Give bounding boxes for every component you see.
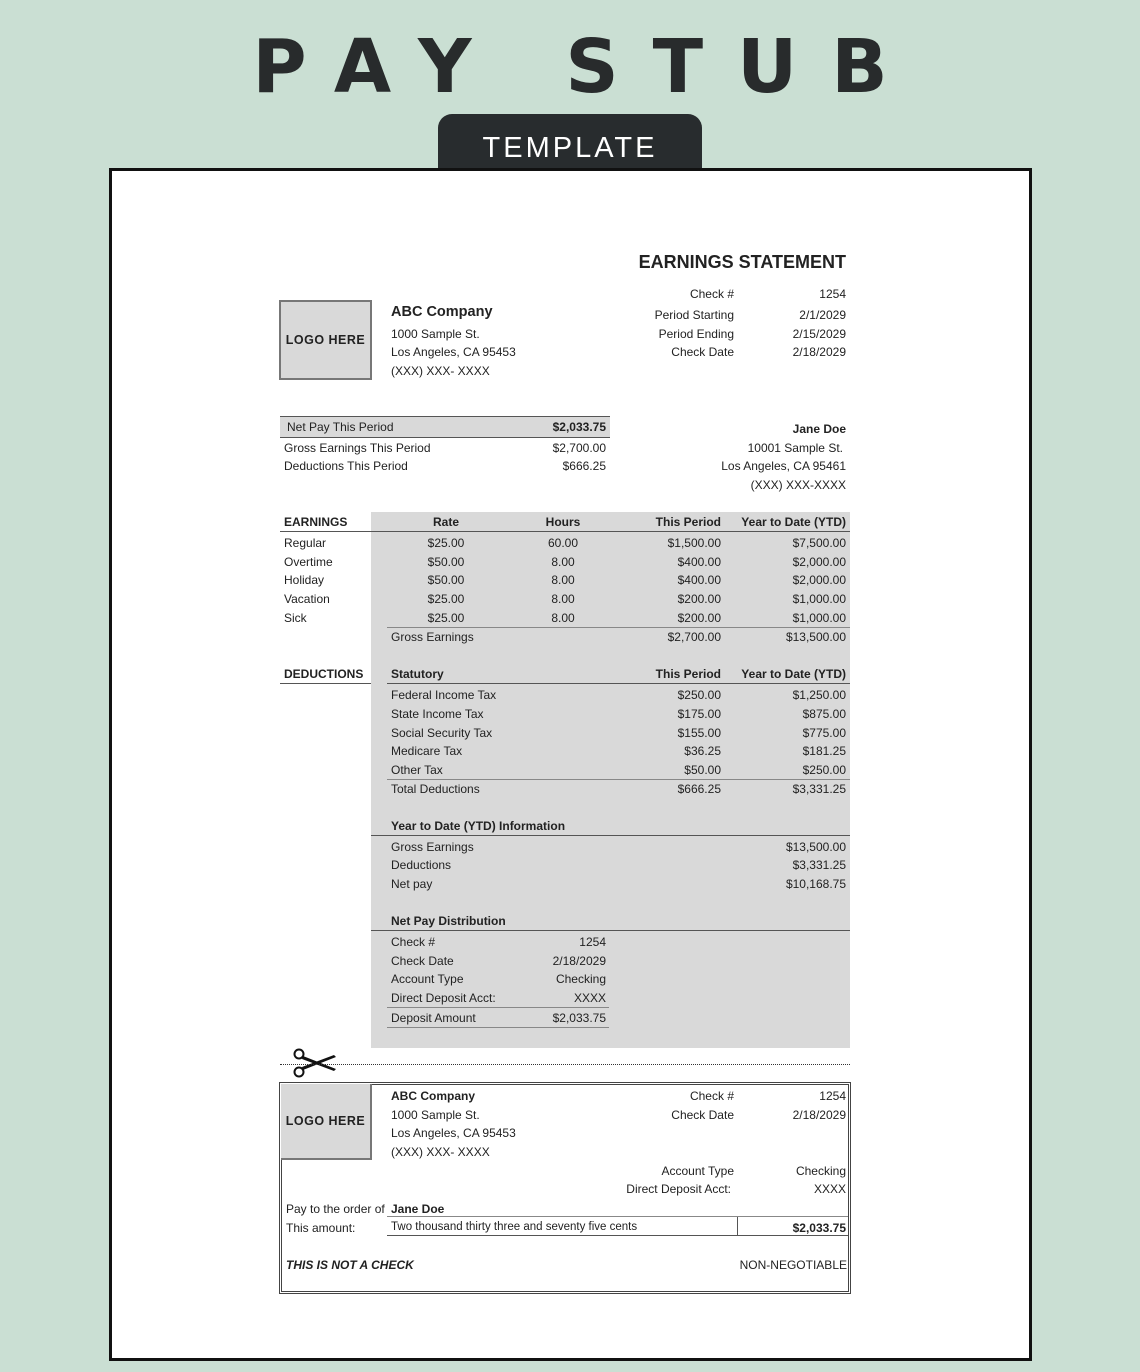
cut-line — [280, 1064, 850, 1065]
earnings-total-period: $2,700.00 — [667, 630, 721, 644]
distribution-rule — [371, 930, 850, 931]
employee-address-1: 10001 Sample St. — [747, 441, 843, 455]
distribution-value: $2,033.75 — [552, 1011, 606, 1025]
deduction-row-name: State Income Tax — [391, 707, 484, 721]
deduction-row-period: $175.00 — [677, 707, 721, 721]
meta-value: 1254 — [819, 287, 846, 301]
ytd-info-value: $3,331.25 — [792, 858, 846, 872]
ytd-info-value: $13,500.00 — [785, 840, 846, 854]
meta-label: Period Starting — [654, 308, 734, 322]
company-address-1: 1000 Sample St. — [391, 327, 480, 341]
earnings-total-rule — [387, 627, 850, 628]
earnings-row-name: Vacation — [284, 592, 330, 606]
meta-label: Period Ending — [658, 327, 734, 341]
earnings-row-period: $400.00 — [677, 573, 721, 587]
employee-address-2: Los Angeles, CA 95461 — [721, 459, 846, 473]
deduction-row-period: $250.00 — [677, 688, 721, 702]
earnings-row-hours: 8.00 — [551, 573, 575, 587]
not-a-check-notice: THIS IS NOT A CHECK — [286, 1258, 414, 1272]
deductions-statutory-header: Statutory — [391, 667, 444, 681]
stub-check-label: Check # — [689, 1089, 734, 1103]
deduction-row-ytd: $875.00 — [802, 707, 846, 721]
stub-date-value: 2/18/2029 — [792, 1108, 846, 1122]
summary-label: Net Pay This Period — [287, 420, 394, 434]
earnings-row-hours: 8.00 — [551, 611, 575, 625]
amount-label: This amount: — [286, 1221, 356, 1235]
distribution-heading: Net Pay Distribution — [391, 914, 506, 928]
earnings-row-rate: $50.00 — [427, 555, 465, 569]
stub-company-address-1: 1000 Sample St. — [391, 1108, 480, 1122]
meta-label: Check Date — [671, 345, 734, 359]
earnings-rate-header: Rate — [432, 515, 459, 529]
distribution-label: Direct Deposit Acct: — [391, 991, 496, 1005]
employee-phone: (XXX) XXX-XXXX — [750, 478, 846, 492]
meta-value: 2/1/2029 — [799, 308, 846, 322]
page-title: PAY STUB — [252, 24, 922, 110]
deduction-row-name: Medicare Tax — [391, 744, 463, 758]
stub-company-phone: (XXX) XXX- XXXX — [391, 1145, 490, 1159]
earnings-row-ytd: $7,500.00 — [792, 536, 846, 550]
distribution-value: 2/18/2029 — [552, 954, 606, 968]
earnings-row-ytd: $2,000.00 — [792, 573, 846, 587]
earnings-row-ytd: $1,000.00 — [792, 611, 846, 625]
deductions-total-period: $666.25 — [677, 782, 721, 796]
earnings-row-period: $200.00 — [677, 592, 721, 606]
amount-value: $2,033.75 — [792, 1221, 846, 1235]
earnings-row-name: Regular — [284, 536, 327, 550]
earnings-row-ytd: $1,000.00 — [792, 592, 846, 606]
earnings-heading: EARNINGS — [284, 515, 348, 529]
earnings-period-header: This Period — [655, 515, 721, 529]
stub-company-address-2: Los Angeles, CA 95453 — [391, 1126, 516, 1140]
deduction-row-period: $36.25 — [684, 744, 721, 758]
scissors-icon — [290, 1047, 340, 1079]
deduction-row-ytd: $250.00 — [802, 763, 846, 777]
ytd-info-label: Deductions — [391, 858, 452, 872]
distribution-total-rule — [387, 1007, 609, 1008]
earnings-row-hours: 8.00 — [551, 555, 575, 569]
stub-deposit-value: XXXX — [813, 1182, 846, 1196]
distribution-label: Deposit Amount — [391, 1011, 476, 1025]
pay-to-label: Pay to the order of — [286, 1202, 385, 1216]
template-tab: TEMPLATE — [438, 114, 702, 178]
meta-value: 2/18/2029 — [792, 345, 846, 359]
statement-title: EARNINGS STATEMENT — [638, 252, 846, 272]
earnings-row-name: Holiday — [284, 573, 325, 587]
ytd-info-heading: Year to Date (YTD) Information — [391, 819, 566, 833]
earnings-row-rate: $25.00 — [427, 536, 465, 550]
distribution-value: 1254 — [579, 935, 606, 949]
company-address-2: Los Angeles, CA 95453 — [391, 345, 516, 359]
earnings-row-rate: $25.00 — [427, 611, 465, 625]
deduction-row-period: $155.00 — [677, 726, 721, 740]
summary-value: $666.25 — [562, 459, 606, 473]
deduction-row-ytd: $1,250.00 — [792, 688, 846, 702]
meta-label: Check # — [689, 287, 734, 301]
earnings-row-ytd: $2,000.00 — [792, 555, 846, 569]
earnings-total-ytd: $13,500.00 — [785, 630, 846, 644]
earnings-row-hours: 60.00 — [547, 536, 579, 550]
stub-account-type-value: Checking — [795, 1164, 846, 1178]
deduction-row-ytd: $775.00 — [802, 726, 846, 740]
deductions-header-rule — [387, 683, 850, 684]
earnings-row-hours: 8.00 — [551, 592, 575, 606]
earnings-header-rule — [280, 531, 850, 532]
deduction-row-ytd: $181.25 — [802, 744, 846, 758]
summary-value: $2,033.75 — [552, 420, 606, 434]
earnings-row-name: Overtime — [284, 555, 333, 569]
distribution-label: Check # — [391, 935, 436, 949]
company-logo-placeholder: LOGO HERE — [279, 300, 372, 380]
ytd-info-label: Net pay — [391, 877, 433, 891]
company-phone: (XXX) XXX- XXXX — [391, 364, 490, 378]
earnings-total-label: Gross Earnings — [391, 630, 474, 644]
stub-check-value: 1254 — [819, 1089, 846, 1103]
stub-account-type-label: Account Type — [661, 1164, 734, 1178]
distribution-label: Account Type — [391, 972, 464, 986]
deductions-left-rule — [280, 683, 371, 684]
summary-label: Deductions This Period — [284, 459, 408, 473]
deductions-heading: DEDUCTIONS — [284, 667, 364, 681]
distribution-label: Check Date — [391, 954, 454, 968]
deductions-total-label: Total Deductions — [391, 782, 480, 796]
ytd-info-label: Gross Earnings — [391, 840, 474, 854]
summary-value: $2,700.00 — [552, 441, 606, 455]
distribution-value: XXXX — [573, 991, 606, 1005]
deductions-total-rule — [387, 779, 850, 780]
stub-logo-placeholder: LOGO HERE — [281, 1084, 372, 1160]
deductions-ytd-header: Year to Date (YTD) — [741, 667, 846, 681]
distribution-value: Checking — [555, 972, 606, 986]
pay-to-value: Jane Doe — [391, 1202, 445, 1216]
ytd-info-value: $10,168.75 — [785, 877, 846, 891]
earnings-ytd-header: Year to Date (YTD) — [741, 515, 846, 529]
earnings-hours-header: Hours — [545, 515, 581, 529]
earnings-row-period: $200.00 — [677, 611, 721, 625]
earnings-row-rate: $50.00 — [427, 573, 465, 587]
deductions-period-header: This Period — [655, 667, 721, 681]
deduction-row-period: $50.00 — [684, 763, 721, 777]
deduction-row-name: Social Security Tax — [391, 726, 493, 740]
deduction-row-name: Federal Income Tax — [391, 688, 497, 702]
stub-company-name: ABC Company — [391, 1089, 476, 1103]
earnings-row-period: $1,500.00 — [667, 536, 721, 550]
earnings-row-rate: $25.00 — [427, 592, 465, 606]
meta-value: 2/15/2029 — [792, 327, 846, 341]
deduction-row-name: Other Tax — [391, 763, 443, 777]
distribution-bottom-rule — [387, 1027, 609, 1028]
amount-words: Two thousand thirty three and seventy five cents — [391, 1221, 638, 1233]
deductions-total-ytd: $3,331.25 — [792, 782, 846, 796]
earnings-row-name: Sick — [284, 611, 307, 625]
employee-name: Jane Doe — [792, 422, 846, 436]
summary-label: Gross Earnings This Period — [284, 441, 431, 455]
earnings-row-period: $400.00 — [677, 555, 721, 569]
ytd-info-rule — [371, 835, 850, 836]
non-negotiable-notice: NON-NEGOTIABLE — [739, 1258, 847, 1272]
stub-date-label: Check Date — [671, 1108, 734, 1122]
company-name: ABC Company — [391, 304, 493, 320]
stub-deposit-label: Direct Deposit Acct: — [626, 1182, 731, 1196]
